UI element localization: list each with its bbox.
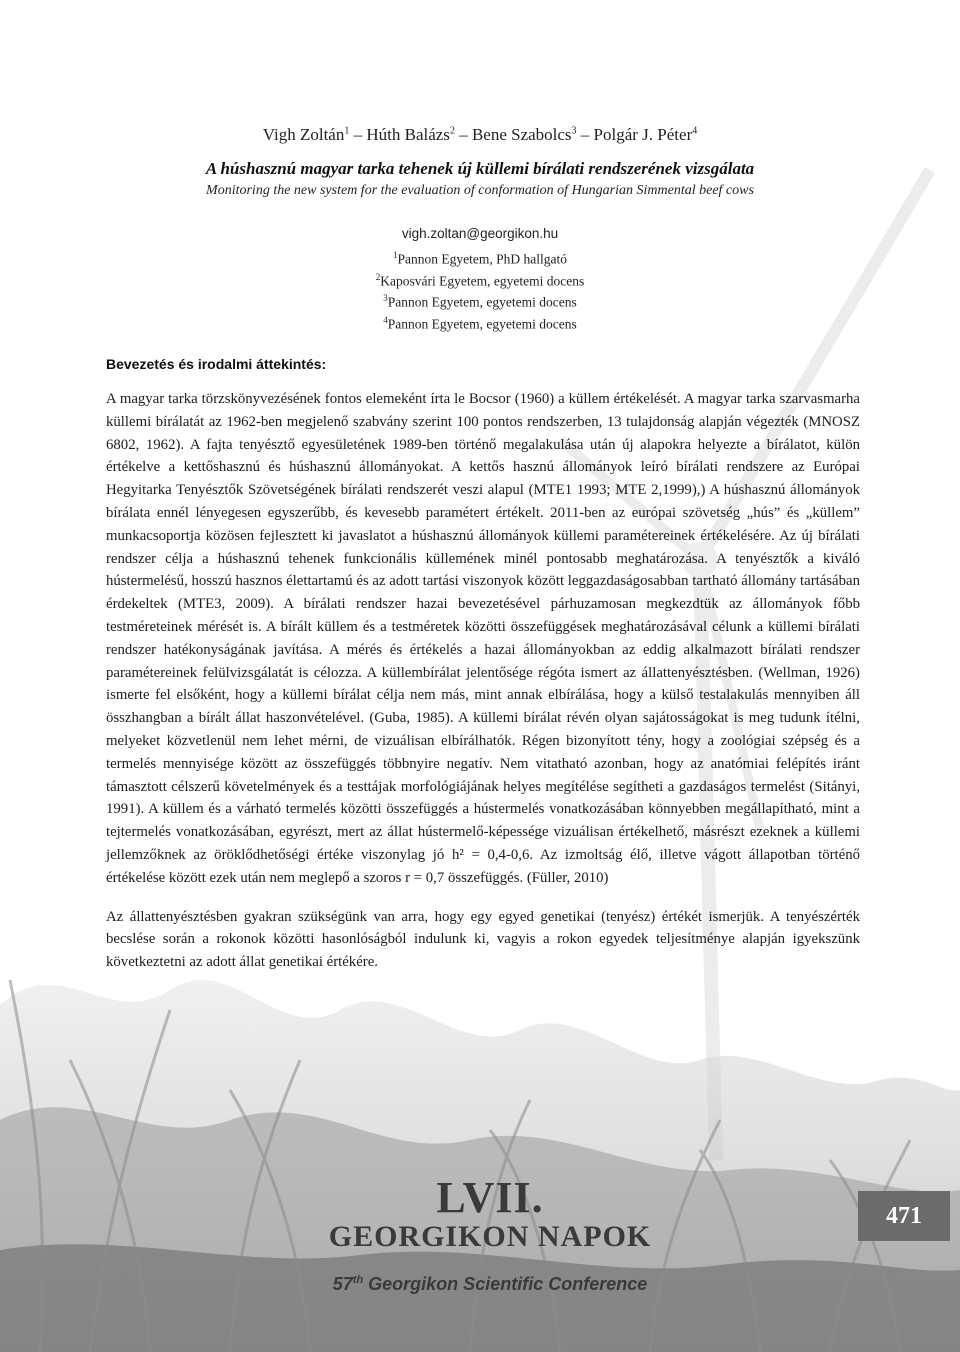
affiliation-item: [0, 288, 960, 310]
affiliation-text: Pannon Egyetem, PhD hallgató: [397, 251, 567, 267]
author-affiliation-marker: 4: [692, 125, 698, 137]
contact-email[interactable]: vigh.zoltan@georgikon.hu: [401, 226, 559, 241]
author-name: Bene Szabolcs: [471, 125, 572, 144]
affiliation-marker: 3: [383, 293, 388, 303]
paper-title-hungarian: A húshasznú magyar tarka tehenek új küllemi bírálati rendszerének vizsgálata: [205, 159, 755, 178]
section-heading: Bevezetés és irodalmi áttekintés:: [106, 356, 327, 372]
conference-edition: 57: [332, 1274, 353, 1294]
affiliation-text: Pannon Egyetem, egyetemi docens: [387, 316, 577, 331]
affiliation-list: [0, 245, 960, 331]
author-name: Vigh Zoltán: [262, 125, 345, 144]
author-name: Polgár J. Péter: [593, 125, 693, 144]
author-affiliation-marker: 1: [344, 125, 350, 137]
conference-subtitle-text: Georgikon Scientific Conference: [363, 1274, 648, 1294]
affiliation-item: [0, 310, 960, 332]
body-paragraph: A magyar tarka törzskönyvezésének fontos elemeként írta le Bocsor (1960) a küllem értékelését. A magyar tarka szarvasmarha küllemi bírálatát az 1962-ben megjelenő szabvány szerint 100 pontos rendszerben, 13 tulajdonság alapján végezték (MNOSZ 6802, 1962). A fajta tenyésztő egyesületének 1989-ben történő megalakulása után új alapokra helyezte a bírálatot, külön értékelve a kettőshasznú és húshasznú állományokat. A kettős hasznú állományok leíró bírálati rendszere az Európai Hegyitarka Tenyésztők Szövetségének bírálati rendszerét veszi alapul (MTE1 1993; MTE 2,1999),) A húshasznú állományok bírálata ennél lényegesen egyszerűbb, és kevesebb paramétert értékelt. 2011-ben az európai szövetség „hús” és „küllem” munkacsoportja közösen fejlesztett ki javaslatot a húshasznú állományok küllemi paramétereinek értékelésére. Az új bírálati rendszer célja a húshasznú tehenek funkcionális küllemének minél pontosabb meghatározása. A tenyésztők a kiváló hústermelésű, hosszú hasznos élettartamú és az adott tartási viszonyok között leggazdaságosabban tartható állomány tartásában érdekeltek (MTE3, 2009). A bírálati rendszer hazai bevezetésével párhuzamosan megkezdtük az állományok főbb testméreteinek mérését is. A bírált küllem és a testméretek közötti összefüggések meghatározásával célunk a küllemi bírálati rendszer hatékonyságának javítása. A mérés és értékelés a hazai állományokban az eddig alkalmazott bírálati rendszer paramétereinek felülvizsgálatát is célozza. A küllembírálat jelentősége régóta ismert az állattenyésztésben. (Wellman, 1926) ismerte fel elsőként, hogy a küllemi bírálat célja nem más, mint annak elbírálása, hogy a külső testalakulás mennyiben áll összhangban a bírált állat haszonvételével. (Guba, 1985). A küllemi bírálat révén olyan sajátosságokat is meg tudunk ítélni, melyeket közvetlenül nem lehet mérni, de vizuálisan elbírálhatók. Régen bizonyított tény, hogy a zoológiai szépség és a termelés mennyisége között az összefüggés többnyire negatív. Nem vitatható azonban, hogy az anatómiai felépítés iránt támasztott célszerű követelmények és a testtájak morfológiájának helyes megítélése segítheti a gazdaságos termelést (Sitányi, 1991). A küllem és a várható termelés közötti összefüggés a hústermelés vonatkozásában könnyebben megállapítható, mint a tejtermelés vonatkozásában, egyrészt, mert az állat hústermelő-képessége vizuálisan értékelhető, másrészt ezeknek a küllemi jellemzőknek az öröklődhetőségi értéke viszonylag jó h² = 0,4-0,6. Az izmoltság élő, illetve vágott állapotban történő értékelése között ezek után nem meglepő a szoros r = 0,7 összefüggés. (Füller, 2010): [106, 391, 860, 886]
author-separator: –: [459, 125, 468, 144]
affiliation-marker: 1: [393, 250, 398, 260]
body-text: [106, 388, 860, 974]
body-paragraph: Az állattenyésztésben gyakran szükségünk van arra, hogy egy egyed genetikai (tenyész) értékét ismerjük. A tenyészérték becslése során a rokonok közötti hasonlóságból indulunk ki, vagyis a rokon egyedek teljesítménye alapján igyekszünk következtetni az adott állat genetikai értékére.: [106, 908, 860, 971]
conference-edition-suffix: th: [352, 1274, 364, 1286]
affiliation-marker: 4: [383, 314, 388, 325]
author-affiliation-marker: 3: [571, 125, 577, 137]
conference-subtitle: [290, 1274, 690, 1295]
author-separator: –: [353, 125, 363, 144]
page-number: 471: [858, 1191, 950, 1241]
conference-number: LVII.: [436, 1173, 544, 1222]
author-separator: –: [580, 125, 590, 144]
author-affiliation-marker: 2: [449, 125, 455, 137]
affiliation-item: [0, 245, 960, 267]
affiliation-marker: 2: [375, 271, 381, 282]
affiliation-item: [0, 267, 960, 289]
affiliation-text: Pannon Egyetem, egyetemi docens: [387, 294, 577, 310]
conference-name: GEORGIKON NAPOK: [328, 1220, 652, 1253]
author-name: Húth Balázs: [366, 125, 450, 144]
paper-title-english: Monitoring the new system for the evaluation of conformation of Hungarian Simmental beef cows: [206, 183, 754, 198]
author-line: [0, 125, 960, 145]
affiliation-text: Kaposvári Egyetem, egyetemi docens: [380, 273, 585, 288]
